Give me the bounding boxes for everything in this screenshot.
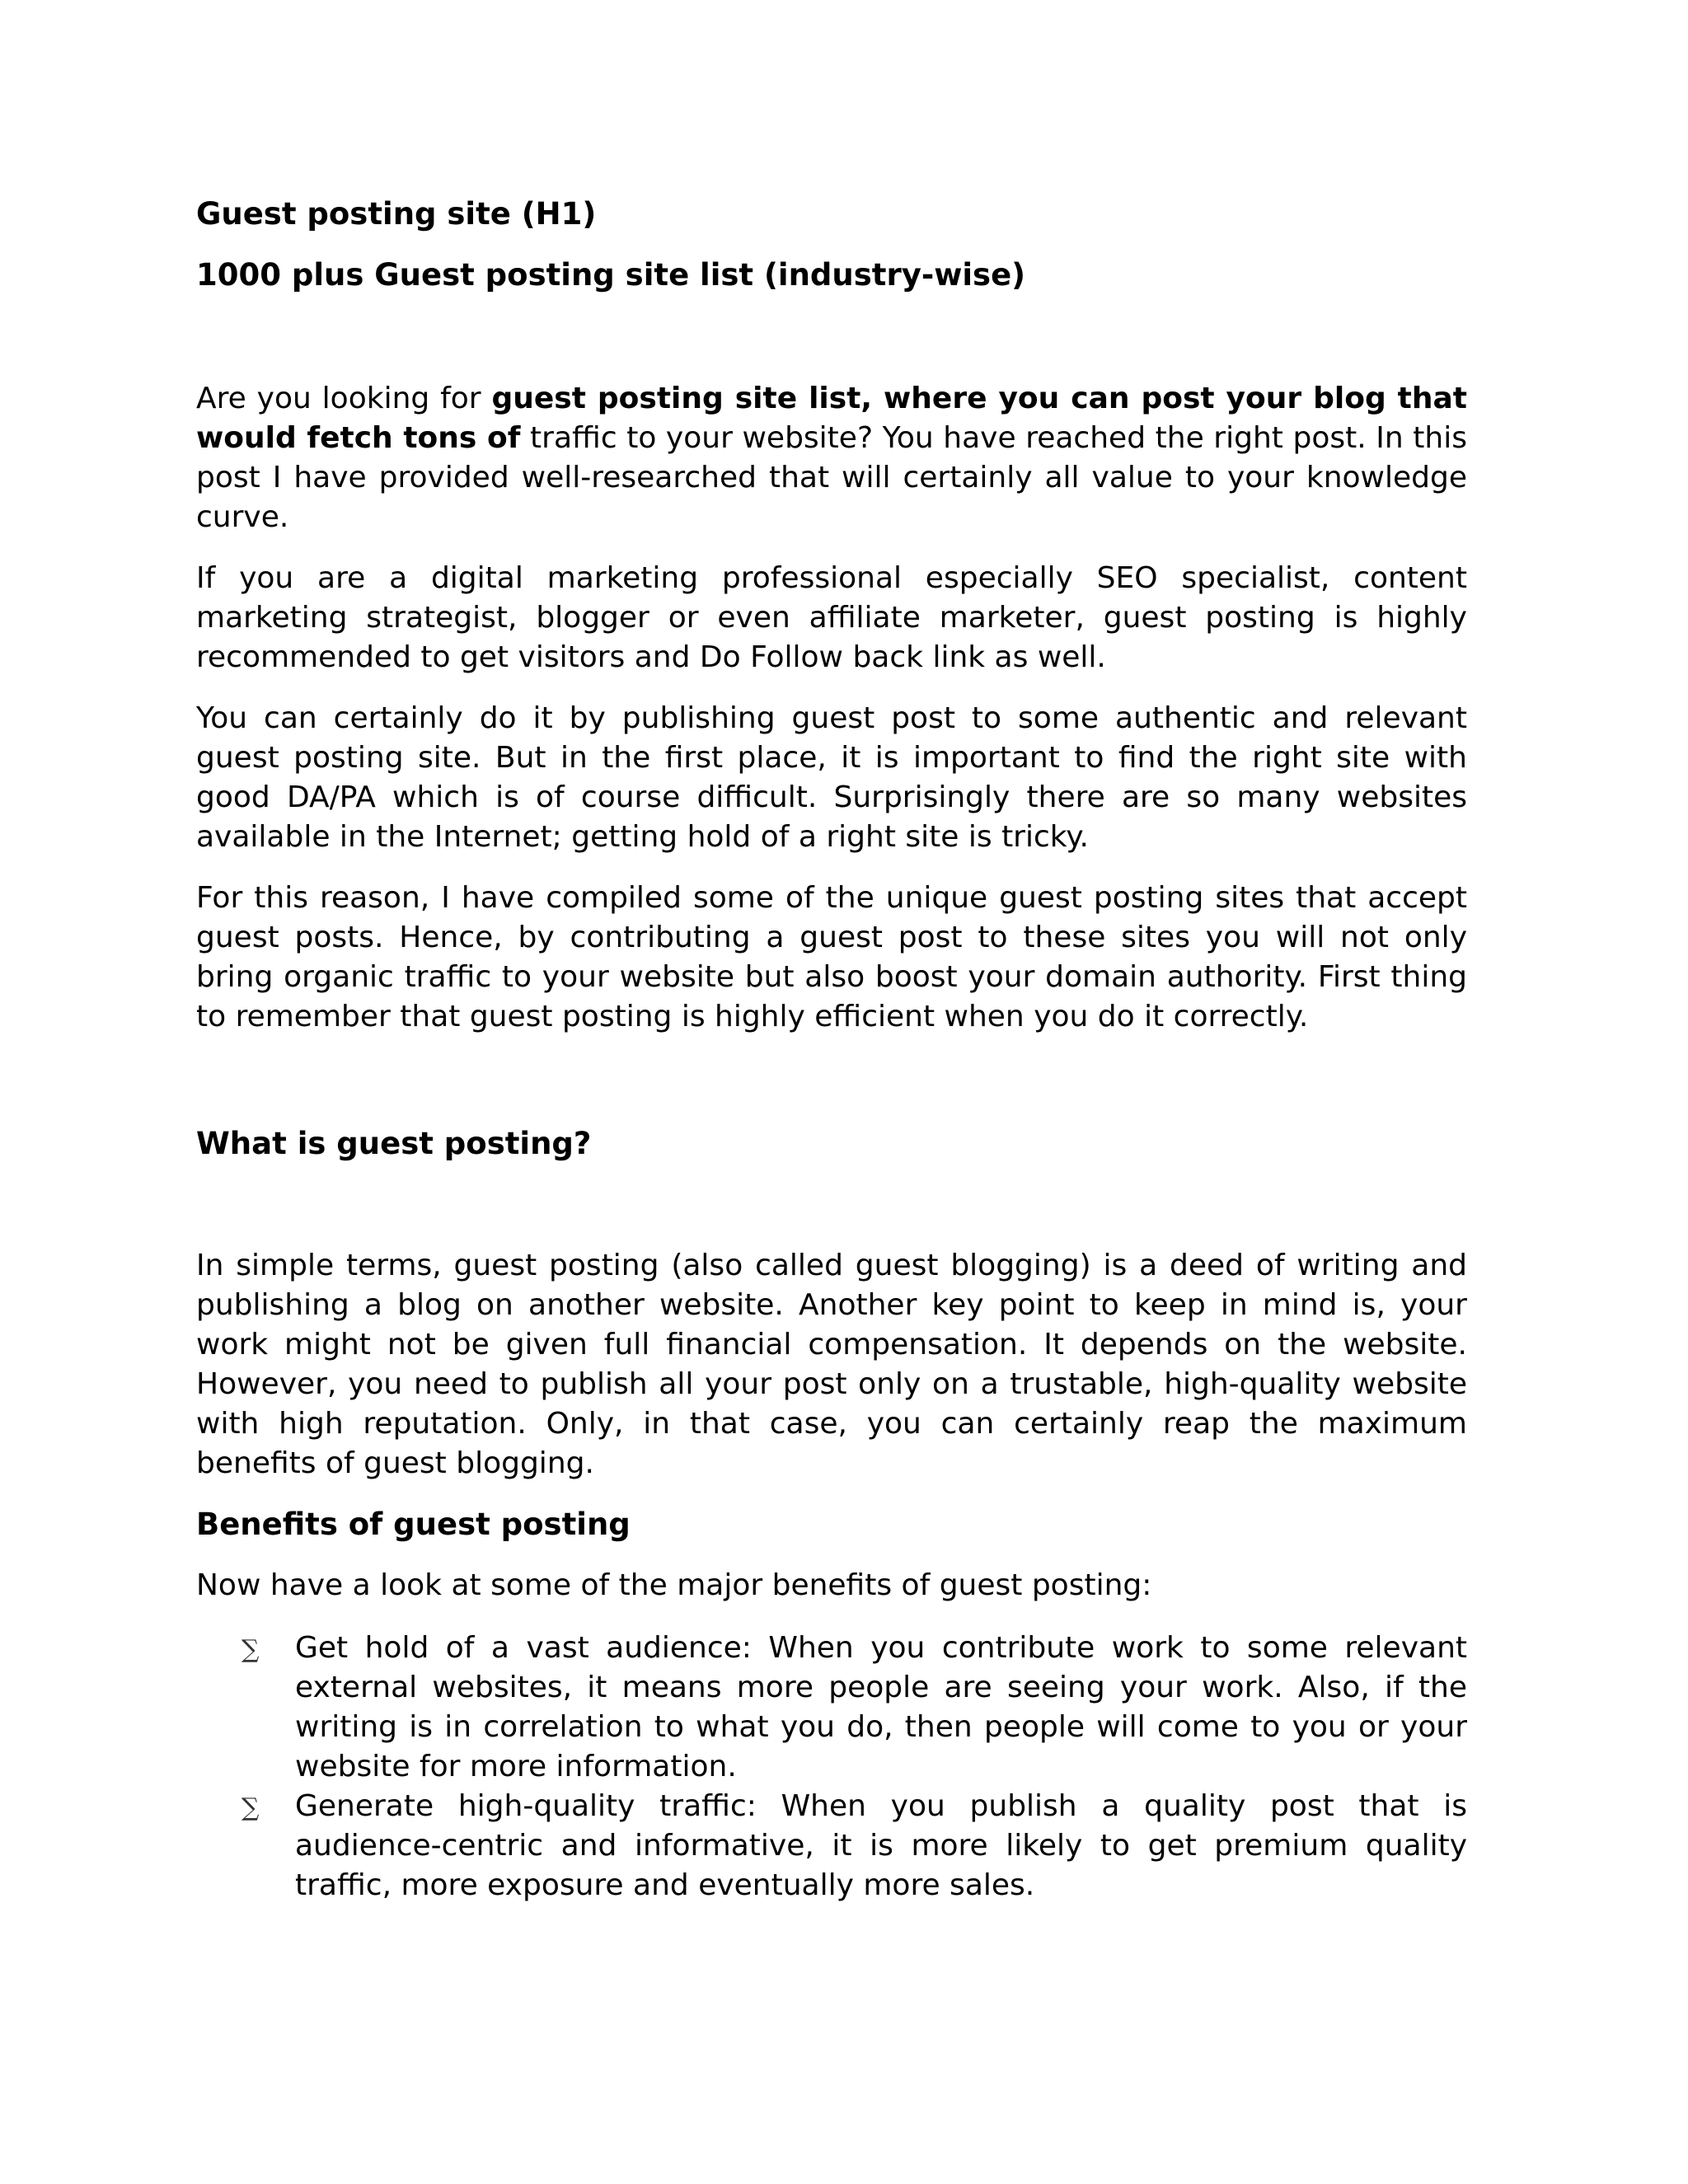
intro-paragraph-2: If you are a digital marketing professional especially SEO specialist, content marketing strategist, blogger or even affiliate marketer, guest posting is highly recommended to get visitors and Do Follow back link as well.	[196, 561, 1467, 674]
benefits-list	[196, 1629, 1467, 1905]
intro-paragraph-1	[196, 379, 1467, 537]
list-item	[196, 1629, 1467, 1787]
intro-paragraph-4: For this reason, I have compiled some of the unique guest posting sites that accept guest posts. Hence, by contributing a guest post to these sites you will not only bring organic traffic to your website but also boost your domain authority. First thing to remember that guest posting is highly efficient when you do it correctly.	[196, 881, 1467, 1033]
intro-paragraph-3: You can certainly do it by publishing guest post to some authentic and relevant guest posting site. But in the first place, it is important to find the right site with good DA/PA which is of course difficult. Surprisingly there are so many websites available in the Internet; getting hold of a right site is tricky.	[196, 701, 1467, 854]
section-heading-benefits: Benefits of guest posting	[196, 1507, 631, 1542]
benefit-text: Get hold of a vast audience: When you contribute work to some relevant external websites, it means more people are seeing your work. Also, if the writing is in correlation to what you do, then people will come to you or your website for more information.	[295, 1631, 1467, 1783]
intro-p1-prefix: Are you looking for	[196, 382, 492, 415]
page-title: Guest posting site (H1)	[196, 196, 597, 232]
intro-p1-suffix: traffic to your website? You have reached the right post. In this post I have provided well-researched that will certainly all value to your knowledge curve.	[196, 421, 1467, 534]
what-paragraph: In simple terms, guest posting (also called guest blogging) is a deed of writing and publishing a blog on another website. Another key point to keep in mind is, your work might not be given full financial compensation. It depends on the website. However, you need to publish all your post only on a trustable, high-quality website with high reputation. Only, in that case, you can certainly reap the maximum benefits of guest blogging.	[196, 1249, 1467, 1480]
benefit-text: Generate high-quality traffic: When you publish a quality post that is audience-centric and informative, it is more likely to get premium quality traffic, more exposure and eventually more sales.	[295, 1789, 1467, 1902]
section-heading-what: What is guest posting?	[196, 1126, 592, 1161]
sigma-bullet-icon: ∑	[241, 1635, 260, 1664]
page-subtitle: 1000 plus Guest posting site list (industry-wise)	[196, 257, 1026, 293]
benefits-lead: Now have a look at some of the major benefits of guest posting:	[196, 1568, 1152, 1602]
sigma-bullet-icon: ∑	[241, 1793, 260, 1822]
intro-p1-bold: guest posting site list, where you can post your blog that would fetch tons of	[196, 382, 1468, 455]
list-item	[196, 1787, 1467, 1905]
